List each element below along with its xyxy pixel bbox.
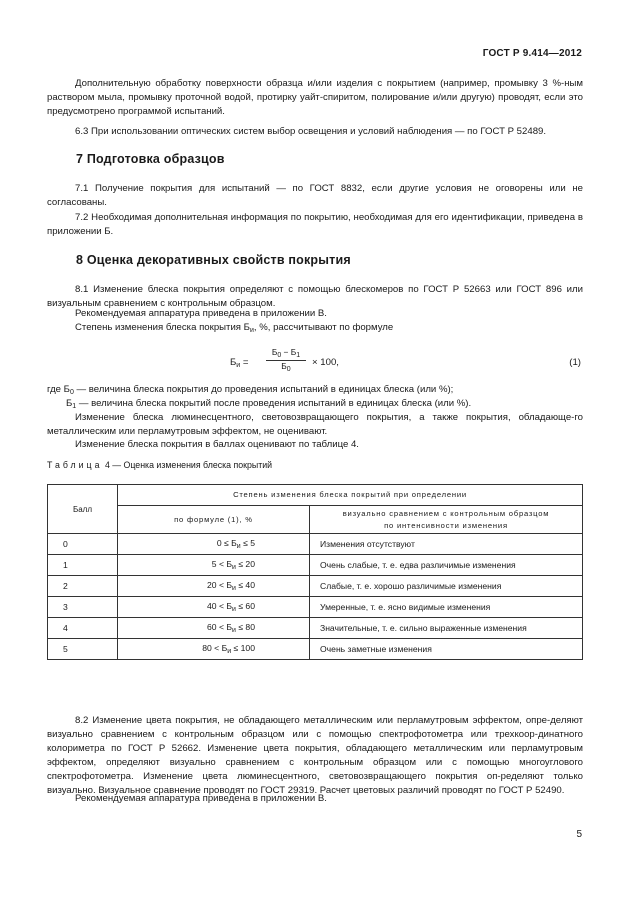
paragraph-apparatus-ref-2: Рекомендуемая аппаратура приведена в приложении В.	[75, 793, 327, 804]
paragraph-7-2: 7.2 Необходимая дополнительная информация по покрытию, необходимая для его идентификации, приведена в приложении Б.	[47, 212, 583, 237]
table-title: Таблица 4 — Оценка изменения блеска покрытий	[47, 460, 273, 470]
paragraph-formula-intro: Степень изменения блеска покрытия $Б_и$, %, рассчитывают по формуле	[75, 322, 394, 334]
page-number: 5	[576, 829, 582, 840]
formula-number: (1)	[569, 357, 581, 368]
paragraph-table-ref: Изменение блеска покрытия в баллах оценивают по таблице 4.	[75, 439, 359, 450]
paragraph-surface-treatment: Дополнительную обработку поверхности образца и/или изделия с покрытием (например, промывку 3 %-ным раствором мыла, промывку проточной водой, протирку уайт-спиритом, полирование и/или другую) проводят, если это предусмотрено программой испытаний.	[47, 78, 583, 117]
gloss-change-table	[47, 484, 583, 660]
paragraph-8-1: 8.1 Изменение блеска покрытия определяют с помощью блескомеров по ГОСТ Р 52663 или ГОСТ 896 или визуальным сравнением с контрольным образцом.	[47, 284, 583, 309]
paragraph-6-3: 6.3 При использовании оптических систем выбор освещения и условий наблюдения — по ГОСТ Р 52489.	[75, 126, 547, 137]
where-b1: $Б_1$ — величина блеска покрытий после проведения испытаний в единицах блеска (или %).	[66, 398, 472, 410]
section-heading-8: 8 Оценка декоративных свойств покрытия	[76, 253, 351, 267]
table-row: 1 $5 < Б_и \le 20$ Очень слабые, т. е. едва различимые изменения	[48, 555, 583, 576]
paragraph-apparatus-ref: Рекомендуемая аппаратура приведена в приложении В.	[75, 308, 327, 319]
table-row: 5 $80 < Б_и \le 100$ Очень заметные изменения	[48, 639, 583, 660]
formula-gloss-change: $Б_и$ = $Б_0 - Б_1$ $Б_0$ × 100,	[230, 347, 339, 373]
section-heading-7: 7 Подготовка образцов	[76, 152, 225, 166]
paragraph-8-2: 8.2 Изменение цвета покрытия, не обладающего металлическим или перламутровым эффектом, опре-деляют визуально сравнением с контрольным образцом или с помощью спектрофотометра или трехкоор-динатного колориметра по ГОСТ Р 52662. Изменение цвета покрытия, обладающего металлическим или перламутровым эффектом, определяют визуально сравнением с контрольным образцом или с помощью многоуглового спектрофотометра. Изменение цвета люминесцентного, световозвращающего покрытия оп-ределяют только визуально. Визуальное сравнение проводят по ГОСТ 29319. Расчет цветовых различий проводят по ГОСТ Р 52490.	[47, 715, 583, 796]
paragraph-luminescent-note: Изменение блеска люминесцентного, световозвращающего покрытия, а также покрытия, обладающе-го металлическим или перламутровым эффектом, не оценивают.	[47, 412, 583, 437]
column-header-score: Балл	[48, 485, 118, 534]
document-header: ГОСТ Р 9.414—2012	[482, 48, 582, 59]
where-b0: где $Б_0$ — величина блеска покрытия до проведения испытаний в единицах блеска (или %);	[47, 384, 454, 396]
table-row: 4 $60 < Б_и \le 80$ Значительные, т. е. сильно выраженные изменения	[48, 618, 583, 639]
table-row: 3 $40 < Б_и \le 60$ Умеренные, т. е. ясно видимые изменения	[48, 597, 583, 618]
table-row: 0 $0 \le Б_и \le 5$ Изменения отсутствуют	[48, 534, 583, 555]
column-group-header: Степень изменения блеска покрытий при определении	[118, 485, 583, 506]
table-row: 2 $20 < Б_и \le 40$ Слабые, т. е. хорошо различимые изменения	[48, 576, 583, 597]
column-header-formula: по формуле (1), %	[118, 506, 310, 534]
column-header-visual: визуально сравнением с контрольным образцом по интенсивности изменения	[310, 506, 583, 534]
paragraph-7-1: 7.1 Получение покрытия для испытаний — по ГОСТ 8832, если другие условия не оговорены или не согласованы.	[47, 183, 583, 208]
